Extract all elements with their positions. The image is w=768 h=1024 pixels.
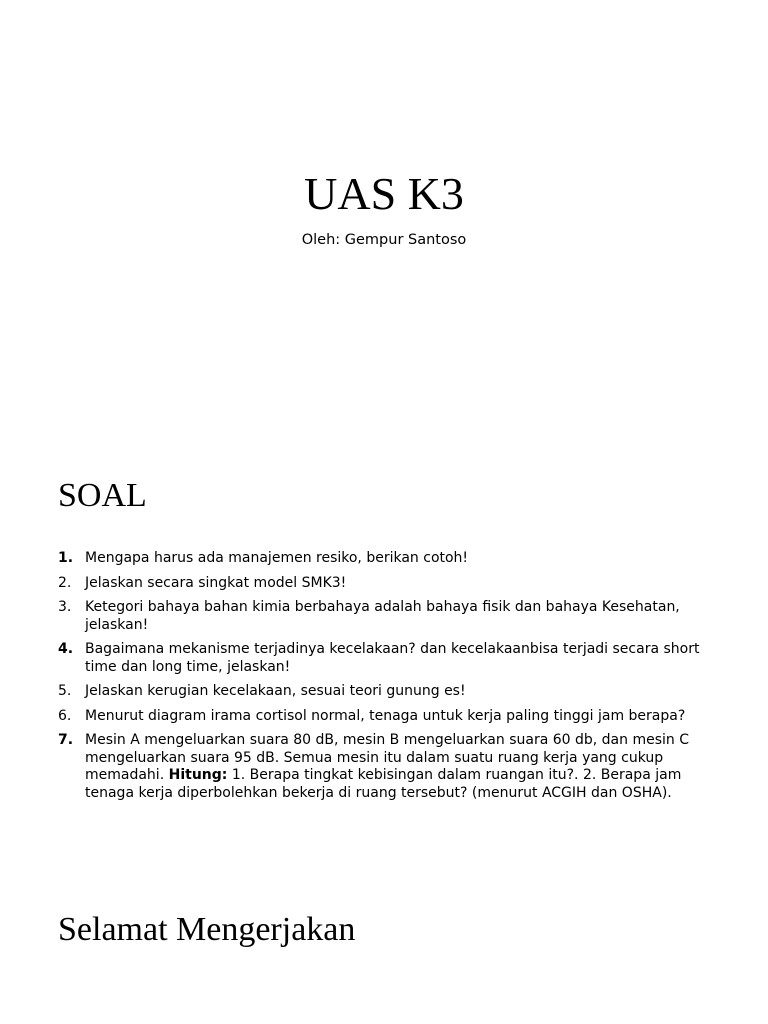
question-item-6 [58, 708, 718, 726]
question-number: 7. [58, 732, 74, 748]
question-text: Menurut diagram irama cortisol normal, tenaga untuk kerja paling tinggi jam berapa? [85, 707, 686, 724]
question-item-4 [58, 641, 718, 676]
question-text: Jelaskan secara singkat model SMK3! [85, 574, 347, 591]
question-item-3 [58, 599, 718, 634]
question-text: Ketegori bahaya bahan kimia berbahaya adalah bahaya fisik dan bahaya Kesehatan, jelaskan! [85, 599, 680, 633]
closing-message: Selamat Mengerjakan [58, 911, 356, 948]
question-number: 4. [58, 641, 74, 657]
question-item-7 [58, 732, 718, 802]
section-heading: SOAL [58, 477, 147, 514]
question-item-1 [58, 550, 718, 568]
question-bold-label: Hitung: [168, 767, 228, 783]
question-text [85, 732, 718, 802]
question-text-part: Mesin A mengeluarkan suara 80 dB, mesin B mengeluarkan suara 60 db, dan mesin C mengeluarkan suara 95 dB. Semua mesin itu dalam suatu ruang kerja yang cukup memadahi. [85, 732, 689, 783]
document-title: UAS K3 [304, 168, 464, 219]
question-text: Jelaskan kerugian kecelakaan, sesuai teori gunung es! [85, 683, 466, 699]
question-item-5 [58, 683, 718, 701]
question-number: 1. [58, 550, 74, 566]
question-text: Bagaimana mekanisme terjadinya kecelakaan? dan kecelakaanbisa terjadi secara short time dan long time, jelaskan! [85, 641, 700, 675]
question-number: 6. [58, 707, 72, 724]
question-number: 2. [58, 574, 72, 591]
document-author: Oleh: Gempur Santoso [301, 232, 467, 248]
question-text: Mengapa harus ada manajemen resiko, berikan cotoh! [85, 550, 469, 566]
question-number: 5. [58, 683, 72, 699]
question-number: 3. [58, 599, 72, 615]
question-item-2 [58, 575, 718, 593]
question-list [58, 550, 718, 809]
question-text-part: 1. Berapa tingkat kebisingan dalam ruangan itu?. 2. Berapa jam tenaga kerja diperbolehkan bekerja di ruang tersebut? (menurut ACGIH dan OSHA). [85, 767, 682, 801]
